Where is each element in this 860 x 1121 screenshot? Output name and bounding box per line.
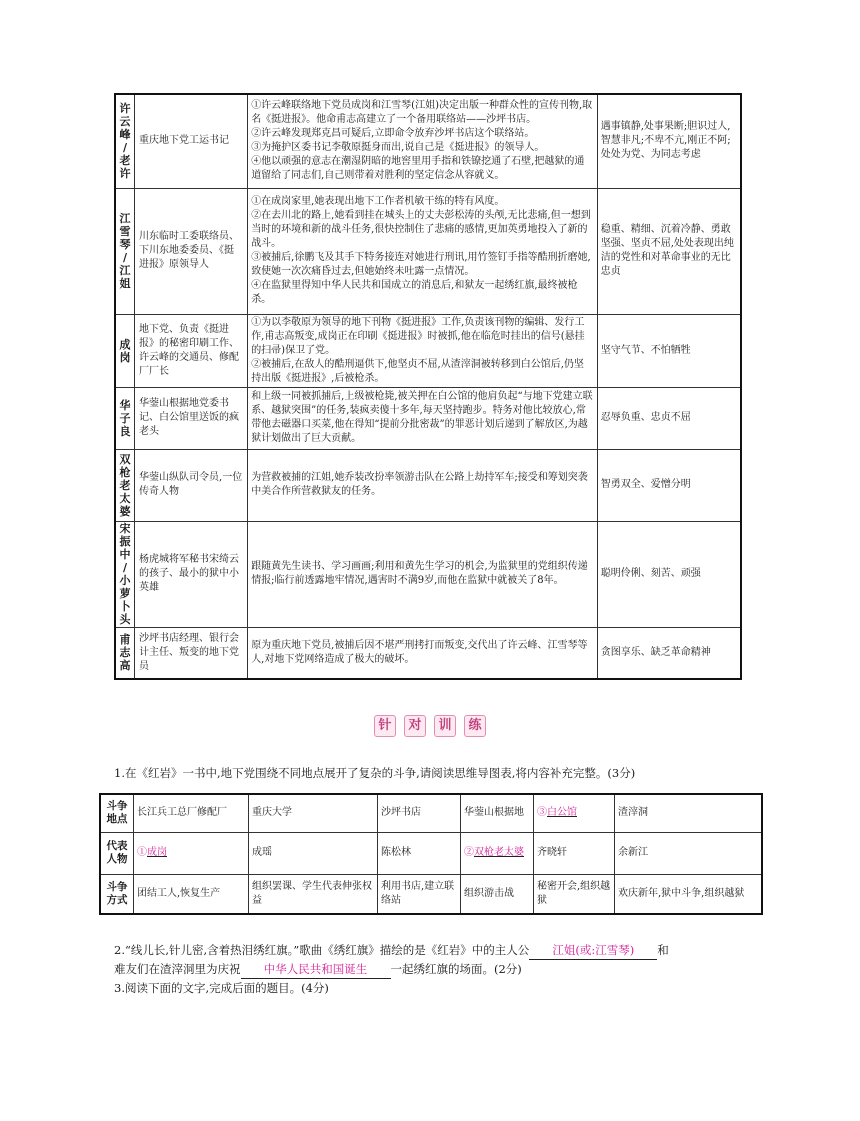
character-role: 地下党、负责《挺进报》的秘密印刷工作、许云峰的交通员、修配厂厂长	[135, 314, 248, 387]
character-name: 华 子 良	[115, 387, 135, 449]
character-role: 重庆地下党工运书记	[135, 94, 248, 188]
deed-item: 和上级一同被抓捕后,上级被枪毙,被关押在白公馆的他肩负起“与地下党建立联系、越狱突围”的任务,装疯卖傻十多年,每天坚持跑步。特务对他比较放心,常带他去磁器口买菜,他在得知“提前分批密裁”的罪恶计划后递到了解放区,为越狱计划做出了巨大贡献。	[251, 391, 593, 444]
deed-item: ①许云峰联络地下党员成岗和江雪琴(江姐)决定出版一种群众性的宣传刊物,取名《挺进报》。他命甫志高建立了一个备用联络站——沙坪书店。	[251, 100, 593, 126]
character-name: 许 云 峰 / 老 许	[115, 94, 135, 188]
row-head: 代表 人物	[100, 832, 134, 874]
training-table	[99, 793, 763, 915]
deed-item: ②被捕后,在敌人的酷刑逼供下,他坚贞不屈,从渣滓洞被转移到白公馆后,仍坚持出版《挺进报》,后被枪杀。	[251, 358, 584, 384]
question-2-line2: 难友们在渣滓洞里为庆祝 中华人民共和国诞生 一起绣红旗的场面。(2分)	[114, 961, 522, 979]
character-row	[115, 188, 741, 314]
row-methods	[100, 874, 762, 914]
method-cell: 组织罢课、学生代表伸张权益	[249, 874, 378, 914]
character-table	[114, 93, 742, 680]
character-role: 川东临时工委联络员、下川东地委委员、《挺进报》原领导人	[135, 188, 248, 314]
character-row	[115, 521, 741, 627]
deed-item: 跟随黄先生读书、学习画画;利用和黄先生学习的机会,为监狱里的党组织传递情报;临行前透露地牢情况,遇害时不满9岁,而他在监狱中就被关了8年。	[251, 561, 588, 586]
character-name: 甫 志 高	[115, 627, 135, 679]
character-row	[115, 94, 741, 188]
character-deeds	[248, 521, 598, 627]
question-2-line1: 2.“线儿长,针儿密,含着热泪绣红旗。”歌曲《绣红旗》描绘的是《红岩》中的主人公 江姐(或:江雪琴) 和	[114, 942, 669, 960]
section-title-char: 训	[434, 715, 456, 737]
deed-item: ②在去川北的路上,她看到挂在城头上的丈夫彭松涛的头颅,无比悲痛,但一想到当时的环境和新的战斗任务,很快控制住了悲痛的感情,更加英勇地投入了新的战斗。	[251, 210, 591, 249]
row-head: 斗争 地点	[100, 794, 134, 832]
people-cell: 成瑶	[249, 832, 378, 874]
character-role: 杨虎城将军秘书宋绮云的孩子、最小的狱中小英雄	[135, 521, 248, 627]
row-places	[100, 794, 762, 832]
row-people	[100, 832, 762, 874]
deed-item: ④他以顽强的意志在潮湿阴暗的地窖里用手指和铁镣挖通了石壁,把越狱的通道留给了同志们,自己则带着对胜利的坚定信念从容就义。	[251, 156, 585, 182]
character-deeds	[248, 449, 598, 521]
character-trait: 忍辱负重、忠贞不屈	[597, 387, 741, 449]
deed-item: ③为掩护区委书记李敬原挺身而出,说自己是《挺进报》的领导人。	[251, 142, 545, 154]
place-cell-answer: ③白公馆	[534, 794, 615, 832]
place-cell: 重庆大学	[249, 794, 378, 832]
character-role: 沙坪书店经理、银行会计主任、叛变的地下党员	[135, 627, 248, 679]
character-trait: 坚守气节、不怕牺牲	[597, 314, 741, 387]
row-head: 斗争 方式	[100, 874, 134, 914]
deed-item: 为营救被捕的江姐,她乔装改扮率领游击队在公路上劫持军车;接受和筹划突袭中美合作所营救狱友的任务。	[251, 472, 588, 497]
character-deeds	[248, 188, 598, 314]
method-cell: 欢庆新年,狱中斗争,组织越狱	[615, 874, 763, 914]
people-cell: 陈松林	[378, 832, 461, 874]
method-cell: 组织游击战	[461, 874, 534, 914]
deed-item: ①在成岗家里,她表现出地下工作者机敏干练的特有风度。	[251, 196, 505, 207]
character-row	[115, 627, 741, 679]
character-trait: 贪图享乐、缺乏革命精神	[597, 627, 741, 679]
place-cell: 沙坪书店	[378, 794, 461, 832]
section-title-char: 对	[404, 715, 426, 737]
character-trait: 稳重、精细、沉着冷静、勇敢坚强、坚贞不屈,处处表现出纯洁的党性和对革命事业的无比忠贞	[597, 188, 741, 314]
question-3: 3.阅读下面的文字,完成后面的题目。(4分)	[114, 981, 329, 995]
character-row	[115, 449, 741, 521]
people-cell: 齐晓轩	[534, 832, 615, 874]
deed-item: ①为以李敬原为领导的地下刊物《挺进报》工作,负责该刊物的编辑、发行工作,甫志高叛变,成岗正在印刷《挺进报》时被抓,他在临危时挂出的信号(悬挂的扫帚)保卫了党。	[251, 316, 585, 356]
place-cell: 华蓥山根据地	[461, 794, 534, 832]
character-trait: 聪明伶俐、刻苦、顽强	[597, 521, 741, 627]
section-title-char: 练	[464, 715, 486, 737]
people-cell-answer: ②双枪老太婆	[461, 832, 534, 874]
character-deeds	[248, 627, 598, 679]
method-cell: 团结工人,恢复生产	[134, 874, 249, 914]
character-deeds	[248, 94, 598, 188]
deed-item: ④在监狱里得知中华人民共和国成立的消息后,和狱友一起绣红旗,最终被枪杀。	[251, 280, 578, 305]
character-role: 华蓥山纵队司令员,一位传奇人物	[135, 449, 248, 521]
method-cell: 利用书店,建立联络站	[378, 874, 461, 914]
character-trait: 智勇双全、爱憎分明	[597, 449, 741, 521]
deed-item: ②许云峰发现郑克昌可疑后,立即命令放弃沙坪书店这个联络站。	[251, 128, 535, 140]
answer-blank: 中华人民共和国诞生	[241, 961, 391, 979]
deed-item: ③被捕后,徐鹏飞及其手下特务接连对她进行刑讯,用竹签钉手指等酷刑折磨她,致使她一次次痛昏过去,但她始终未吐露一点情况。	[251, 252, 591, 277]
people-cell: 余新江	[615, 832, 763, 874]
character-deeds	[248, 387, 598, 449]
character-role: 华蓥山根据地党委书记、白公馆里送饭的疯老头	[135, 387, 248, 449]
character-row	[115, 314, 741, 387]
character-deeds	[248, 314, 598, 387]
answer-blank: 江姐(或:江雪琴)	[529, 942, 657, 960]
method-cell: 秘密开会,组织越狱	[534, 874, 615, 914]
place-cell: 长江兵工总厂修配厂	[134, 794, 249, 832]
place-cell: 渣滓洞	[615, 794, 763, 832]
character-name: 双 枪 老 太 婆	[115, 449, 135, 521]
character-name: 江 雪 琴 / 江 姐	[115, 188, 135, 314]
section-title-char: 针	[374, 715, 396, 737]
question-1: 1.在《红岩》一书中,地下党围绕不同地点展开了复杂的斗争,请阅读思维导图表,将内容补充完整。(3分)	[114, 766, 636, 780]
character-trait: 遇事镇静,处事果断;胆识过人,智慧非凡;不卑不亢,刚正不阿;处处为党、为同志考虑	[597, 94, 741, 188]
deed-item: 原为重庆地下党员,被捕后因不堪严刑拷打而叛变,交代出了许云峰、江雪琴等人,对地下党网络造成了极大的破坏。	[251, 639, 588, 665]
character-row	[115, 387, 741, 449]
character-name: 成 岗	[115, 314, 135, 387]
section-title	[0, 714, 860, 737]
people-cell-answer: ①成岗	[134, 832, 249, 874]
character-name: 宋 振 中 / 小 萝 卜 头	[115, 521, 135, 627]
